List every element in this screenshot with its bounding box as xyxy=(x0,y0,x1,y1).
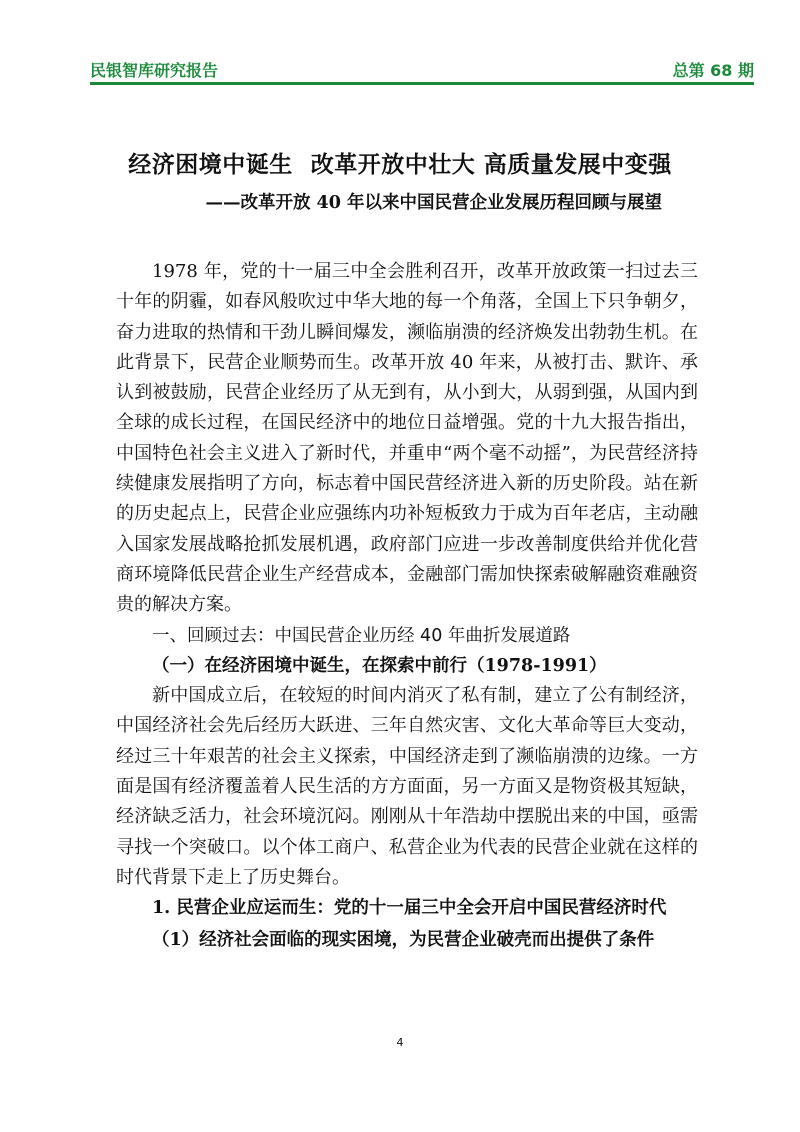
title-part-1: 经济困境中诞生 xyxy=(128,152,293,178)
point-heading: 1. 民营企业应运而生：党的十一届三中全会开启中国民营经济时代 xyxy=(152,898,667,919)
section-heading: 一、回顾过去：中国民营企业历经 40 年曲折发展道路 xyxy=(152,625,571,646)
issue-number: 总第 68 期 xyxy=(672,61,754,80)
title-part-2: 改革开放中壮大 高质量发展中变强 xyxy=(310,152,672,178)
subsection-paragraph: 新中国成立后，在较短的时间内消灭了私有制，建立了公有制经济，中国经济社会先后经历大跃进、三年自然灾害、文化大革命等巨大变动，经过三十年艰苦的社会主义探索，中国经济走到了濒临崩溃的边缘。一方面是国有经济覆盖着人民生活的方方面面，另一方面又是物资极其短缺，经济缺乏活力，社会环境沉闷。刚刚从十年浩劫中摆脱出来的中国，亟需寻找一个突破口。以个体工商户、私营企业为代表的民营企业就在这样的时代背景下走上了历史舞台。 xyxy=(116,685,698,888)
article-body xyxy=(116,257,698,956)
report-series-title: 民银智库研究报告 xyxy=(90,61,219,80)
article-title xyxy=(90,146,710,179)
page-header xyxy=(90,52,754,85)
article-subtitle: ——改革开放 40 年以来中国民营企业发展历程回顾与展望 xyxy=(205,193,662,213)
point-sub-heading: （1）经济社会面临的现实困境，为民营企业破壳而出提供了条件 xyxy=(152,929,655,950)
page-number: 4 xyxy=(396,1036,404,1049)
intro-paragraph: 1978 年，党的十一届三中全会胜利召开，改革开放政策一扫过去三十年的阴霾，如春风般吹过中华大地的每一个角落，全国上下只争朝夕，奋力进取的热情和干劲儿瞬间爆发，濒临崩溃的经济焕发出勃勃生机。在此背景下，民营企业顺势而生。改革开放 40 年来，从被打击、默许、承认到被鼓励，民营企业经历了从无到有，从小到大，从弱到强，从国内到全球的成长过程，在国民经济中的地位日益增强。党的十九大报告指出，中国特色社会主义进入了新时代，并重申“两个毫不动摇”，为民营经济持续健康发展指明了方向，标志着中国民营经济进入新的历史阶段。站在新的历史起点上，民营企业应强练内功补短板致力于成为百年老店，主动融入国家发展战略抢抓发展机遇，政府部门应进一步改善制度供给并优化营商环境降低民营企业生产经营成本，金融部门需加快探索破解融资难融资贵的解决方案。 xyxy=(116,261,698,616)
subsection-heading: （一）在经济困境中诞生，在探索中前行（1978-1991） xyxy=(152,655,607,676)
